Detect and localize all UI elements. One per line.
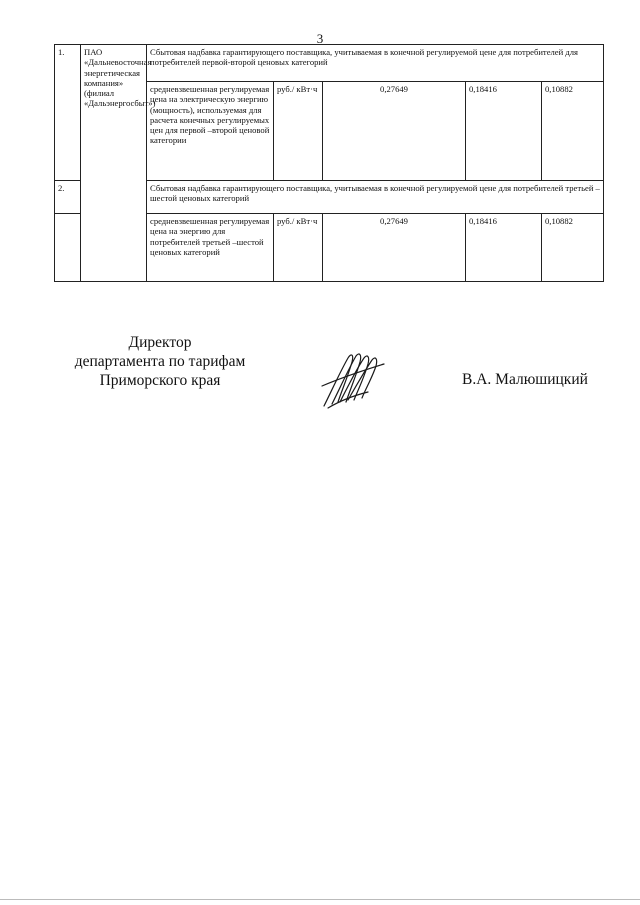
value-cell: 0,10882 — [542, 82, 604, 181]
description-cell: средневзвешенная регулируемая цена на энергию для потребителей третьей –шестой ценовых категорий — [147, 214, 274, 282]
description-cell: средневзвешенная регулируемая цена на электрическую энергию (мощность), используемая для расчета конечных регулируемых цен для первой –второй ценовой категории — [147, 82, 274, 181]
value-cell: 0,18416 — [466, 214, 542, 282]
row-number: 2. — [55, 181, 81, 214]
signatory-name: В.А. Малюшицкий — [462, 371, 588, 388]
value-cell: 0,18416 — [466, 82, 542, 181]
unit-cell: руб./ кВт·ч — [274, 214, 323, 282]
unit-cell: руб./ кВт·ч — [274, 82, 323, 181]
value-cell: 0,27649 — [323, 214, 466, 282]
empty-cell — [55, 214, 81, 282]
handwritten-signature-icon — [318, 350, 388, 412]
signatory-title — [60, 333, 260, 390]
page-number: 3 — [316, 31, 324, 46]
organization-cell: ПАО «Дальневосточная энергетическая компания» (филиал «Дальэнергосбыт») — [81, 45, 147, 282]
table-row — [55, 45, 604, 82]
title-line: департамента по тарифам — [74, 353, 246, 370]
value-cell: 0,10882 — [542, 214, 604, 282]
title-line: Приморского края — [99, 372, 221, 389]
section-header: Сбытовая надбавка гарантирующего поставщика, учитываемая в конечной регулируемой цене для потребителей для потребителей первой-второй ценовых категорий — [147, 45, 604, 82]
value-cell: 0,27649 — [323, 82, 466, 181]
section-header: Сбытовая надбавка гарантирующего поставщика, учитываемая в конечной регулируемой цене для потребителей третьей – шестой ценовых категорий — [147, 181, 604, 214]
tariff-table — [54, 44, 604, 282]
title-line: Директор — [128, 334, 192, 351]
page-edge-divider — [0, 899, 640, 900]
row-number: 1. — [55, 45, 81, 181]
